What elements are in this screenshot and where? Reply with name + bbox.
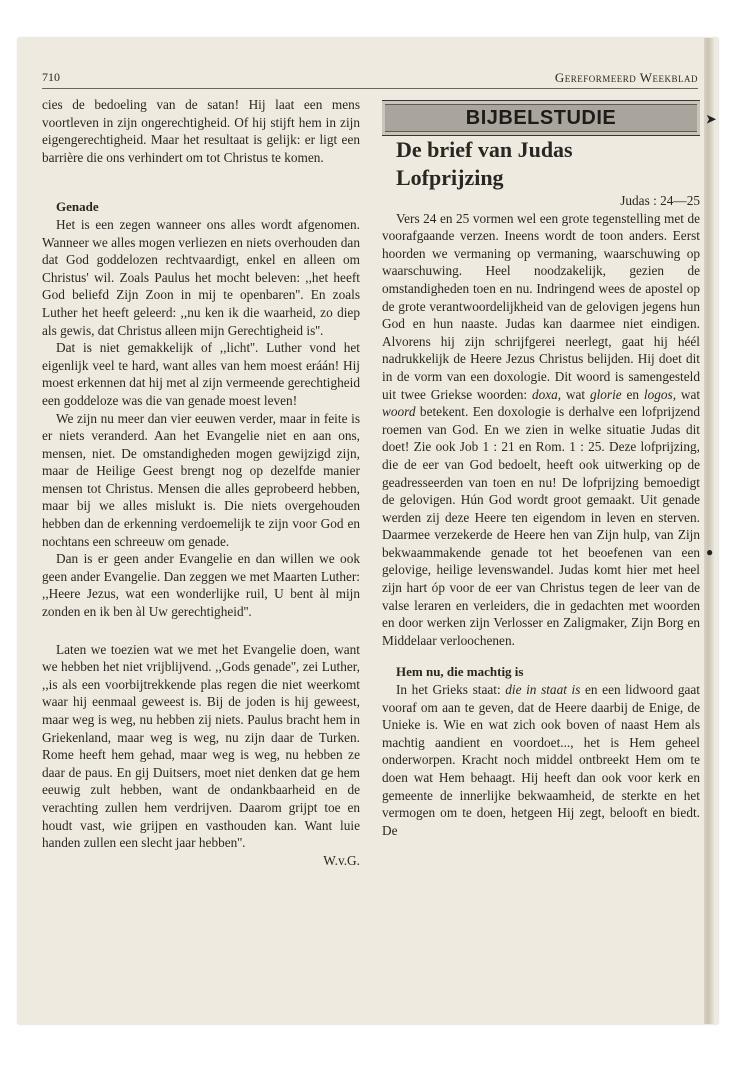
text-run: en een lidwoord gaat vooraf om aan te geven, dat de Heere daarbij de Enige, de Unieke is. Wie en wat zich ook boven of naast Hem als machtig aandient en voordoet..., het is Hem geheel onderworpen. Kracht noch middel ontbreekt Hem om te doen wat Hem behaagt. Hij heeft dan ook voor kerk en gemeente de innerlijke bekwaamheid, de sterkte en het vermogen om te doen, hetgeen Hij zegt, belooft en biedt. De [382,682,700,838]
word-glorie: glorie [589,386,622,402]
article-title: De brief van Judas [396,137,573,162]
page-number: 710 [42,70,60,84]
spacer [42,166,360,198]
spacer [42,621,360,641]
paragraph [382,210,700,650]
section-banner [382,100,700,136]
spacer [382,649,700,663]
journal-title: Gereformeerd Weekblad [554,70,698,85]
greek-word-logos: logos, [643,386,677,402]
left-column [42,96,360,869]
paragraph: Het is een zegen wanneer ons alles wordt afgenomen. Wanneer we alles mogen verliezen en niets overhouden dan dat God goddelozen rechtvaardigt, enkel en alleen om Christus' wil. Zoals Paulus het mocht beleven: ,,het heeft God beliefd Zijn Zoon in mij te openbaren''. En zoals Luther het heeft geleerd: ,,nu ken ik die waarheid, zo diep als gewis, dat Christus alleen mijn Gerechtigheid is''. [42,216,360,338]
page-content [18,38,718,1024]
scripture-reference: Judas : 24—25 [620,193,700,208]
text-run: wat [680,386,701,402]
author-signature: W.v.G. [323,852,360,868]
greek-word-doxa: doxa, [531,386,562,402]
paragraph: Laten we toezien wat we met het Evangelie doen, want we hebben het niet vrijblijvend. ,,Gods genade'', zei Luther, ,,is als een voorbijtrekkende plas regen die niet weerkomt waar hij eenmaal geweest is. Bij de joden is hij geweest, maar weg is weg, nu hebben zij niets. Paulus bracht hem in Griekenland, maar weg is weg, nu zijn daar de Turken. Rome heeft hem gehad, maar weg is weg, nu hebben ze daar de paus. En gij Duitsers, moet niet denken dat ge hem eeuwig zult hebben, want de ondankbaarheid en de verachting zullen hem verdrijven. Daarom grijpt toe en houdt vast, wie grijpen en vasthouden kan. Want luie handen zullen een slecht jaar hebben''. [42,641,360,851]
text-run: en [626,386,640,402]
word-woord: woord [382,404,416,420]
page-header [42,68,698,89]
margin-mark-icon: ➤ [706,112,717,126]
section-heading-hem-nu: Hem nu, die machtig is [396,664,524,680]
article-subtitle: Lofprijzing [396,165,504,190]
text-run: Vers 24 en 25 vormen wel een grote tegenstelling met de voorafgaande verzen. Ineens wordt de toon anders. Eerst hoorden we vermaning op vermaning, waarschuwing op waarschuwing. Heel noodzakelijk, gezien de omstandigheden toen en nu. Indringend wees de apostel op de grote verantwoordelijkheid van de gelovigen jegens hun God en hun naaste. Judas kan daarmee niet eindigen. Alvorens hij zijn schrijfgerei neerlegt, gaat hij héél nadrukkelijk de Heere Jezus Christus belijden. Hij doet dit in de vorm van een doxologie. Dit woord is samengesteld uit twee Griekse woorden: [382,210,700,402]
paragraph: Dat is niet gemakkelijk of ,,licht''. Luther vond het eigenlijk veel te hard, want alles van hem moest eráán! Hij moest erkennen dat hij met al zijn vermeende gerechtigheid een goddeloze was die van genade moest leven! [42,340,360,408]
text-run: betekent. Een doxologie is derhalve een lofprijzend roemen van God. En we zien in welke situatie Judas dit doet! Zie ook Job 1 : 21 en Rom. 1 : 25. Deze lofprijzing, die de eer van God bedoelt, heeft ook uitwerking op de geadresseerden van toen en nu! De lofprijzing bemoedigt de gelovigen. Hún God wordt groot gemaakt. Uit genade werden zij deze Heere ten eigendom in leven en sterven. Daarmee verzekerde de Heere hen van Zijn hulp, van Zijn bekwaammakende genade tot het beoefenen van een gelovige, heilige levenswandel. Judas komt hier met heel zijn hart óp voor de eer van Christus tegen de leer van de valse leraren en verleiders, die in gedachten met woorden en door werken zijn Verlosser en Zaligmaker, Zijn Borg en Middelaar verloochenen. [382,404,701,648]
section-heading-genade: Genade [56,199,99,215]
paragraph: Dan is er geen ander Evangelie en dan willen we ook geen ander Evangelie. Dan zeggen we met Maarten Luther: ,,Heere Jezus, wat een wonderlijke ruil, U bent àl mijn zonden en ik ben àl Uw gerechtigheid''. [42,551,360,620]
intro-paragraph: cies de bedoeling van de satan! Hij laat een mens voortleven in zijn ongerechtigheid. Of hij stijft hem in zijn eigengerechtigheid. Maar het resultaat is gelijk: er ligt een barrière die ons verhindert om tot Christus te komen. [42,97,360,165]
margin-dot-icon: ● [706,545,714,559]
paragraph: We zijn nu meer dan vier eeuwen verder, maar in feite is er niets veranderd. Aan het Evangelie niet en aan ons, mensen, niet. De omstandigheden mogen gewijzigd zijn, maar de Heilige Geest brengt nog op dezelfde manier mensen tot Christus. Mensen die alles geprobeerd hebben, maar bij we alles mislukt is. Die niets overgehouden hebben dan de erkenning verdoemelijk te zijn voor God en nochtans een schreeuw om genade. [42,410,360,549]
right-column [382,96,700,839]
emphasis-phrase: die in staat is [505,682,581,698]
paragraph [382,681,700,839]
text-run: wat [565,386,586,402]
banner-label: BIJBELSTUDIE [465,107,617,129]
text-run: In het Grieks staat: [396,682,501,698]
